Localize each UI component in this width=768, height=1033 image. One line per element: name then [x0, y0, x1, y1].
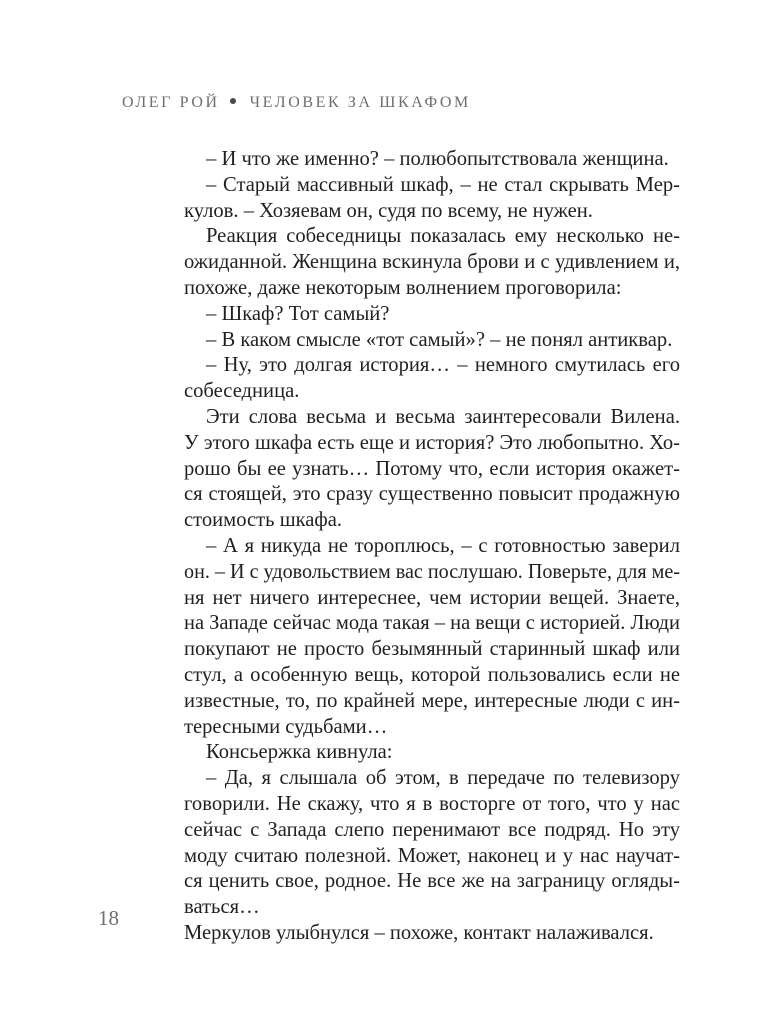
bullet-separator [230, 98, 236, 104]
text-line: Консьержка кивнула: [206, 741, 393, 764]
text-line: – Ну, это долгая история… – немного смутилась его [206, 354, 680, 377]
header-author: ОЛЕГ РОЙ [122, 94, 220, 111]
text-line: на Западе сейчас мода такая – на вещи с историей. Люди [184, 612, 680, 635]
text-line: покупают не просто безымянный старинный шкаф или [184, 638, 680, 661]
text-line: – В каком смысле «тот самый»? – не понял антиквар. [206, 328, 673, 351]
text-line: стул, а особенную вещь, которой пользовались если не [184, 663, 680, 686]
text-line: ся стоящей, это сразу существенно повысит продажную [184, 483, 680, 506]
text-line: собеседница. [184, 380, 300, 403]
text-line: сейчас с Запада слепо перенимают все подряд. Но эту [184, 818, 680, 841]
page-number: 18 [98, 906, 119, 930]
text-line: кулов. – Хозяевам он, судя по всему, не нужен. [184, 199, 593, 222]
text-line: У этого шкафа есть еще и история? Это любопытно. Хо- [184, 431, 680, 454]
header-book-title: ЧЕЛОВЕК ЗА ШКАФОМ [249, 94, 471, 111]
text-line: – Шкаф? Тот самый? [206, 302, 390, 325]
text-line: стоимость шкафа. [184, 509, 343, 532]
text-line: известные, то, по крайней мере, интересные люди с ин- [184, 689, 680, 712]
text-line: Эти слова весьма и весьма заинтересовали Вилена. [206, 405, 680, 428]
text-line: тересными судьбами… [184, 715, 388, 738]
text-line: – Старый массивный шкаф, – не стал скрывать Мер- [206, 173, 680, 196]
text-line: ся ценить свое, родное. Не все же на заграницу огляды- [184, 870, 680, 893]
body-text [184, 147, 680, 947]
text-line: – Да, я слышала об этом, в передаче по телевизору [206, 767, 680, 790]
text-line: рошо бы ее узнать… Потому что, если история окажет- [184, 457, 680, 480]
text-line: Реакция собеседницы показалась ему несколько не- [206, 225, 680, 248]
text-line: моду считаю полезной. Может, наконец и у нас научат- [184, 844, 680, 867]
text-line: говорили. Не скажу, что я в восторге от того, что у нас [184, 792, 680, 815]
text-line: – И что же именно? – полюбопытствовала женщина. [206, 148, 669, 170]
text-line: ожиданной. Женщина вскинула брови и с удивлением и, [184, 251, 680, 274]
text-line: он. – И с удовольствием вас послушаю. Поверьте, для ме- [184, 560, 680, 583]
running-head [122, 94, 471, 112]
text-line: ня нет ничего интереснее, чем истории вещей. Знаете, [184, 586, 680, 609]
text-line: – А я никуда не тороплюсь, – с готовностью заверил [206, 534, 680, 557]
text-line: ваться… [184, 896, 260, 919]
text-line: Меркулов улыбнулся – похоже, контакт налаживался. [184, 921, 654, 944]
text-line: похоже, даже некоторым волнением проговорила: [184, 276, 622, 299]
